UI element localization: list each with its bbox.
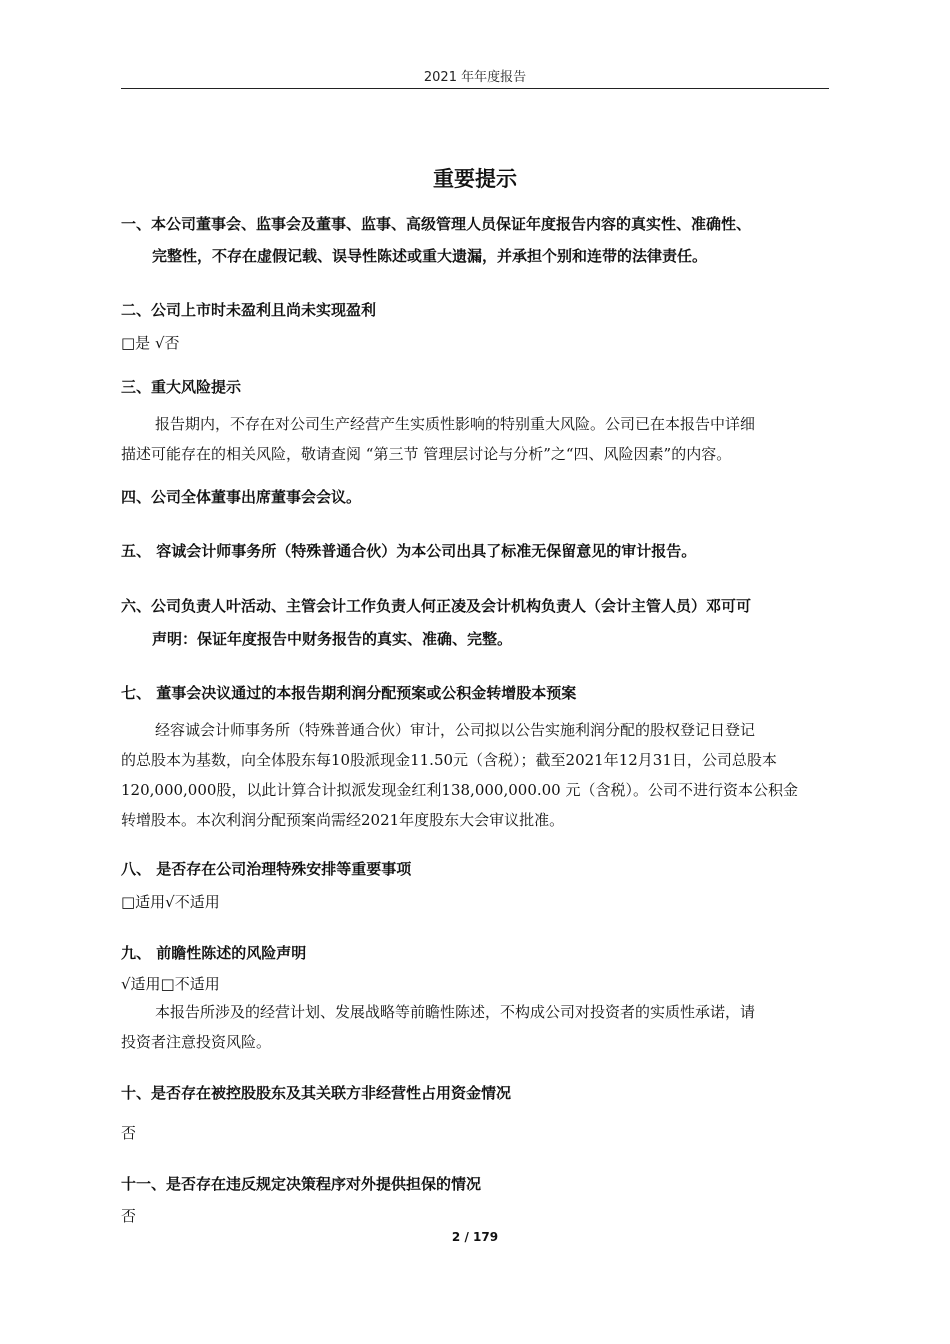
section-2-answer: □是 √否 (121, 334, 180, 352)
page-header: 2021 年年度报告 (423, 70, 527, 85)
section-1-line-2: 完整性，不存在虚假记载、误导性陈述或重大遗漏，并承担个别和连带的法律责任。 (152, 247, 708, 265)
section-7-line-2: 的总股本为基数，向全体股东每10股派现金11.50元（含税）；截至2021年12月31日，公司总股本 (121, 751, 777, 769)
section-1-line-1: 一、本公司董事会、监事会及董事、监事、高级管理人员保证年度报告内容的真实性、准确性、 (121, 215, 752, 233)
section-6-line-1: 六、公司负责人叶活动、主管会计工作负责人何正凌及会计机构负责人（会计主管人员）邓可可 (121, 597, 752, 615)
section-9-line-1: 本报告所涉及的经营计划、发展战略等前瞻性陈述，不构成公司对投资者的实质性承诺，请 (155, 1003, 756, 1021)
section-10-answer: 否 (121, 1124, 137, 1142)
section-8-heading: 八、 是否存在公司治理特殊安排等重要事项 (121, 860, 412, 878)
section-7-line-1: 经容诚会计师事务所（特殊普通合伙）审计，公司拟以公告实施利润分配的股权登记日登记 (155, 721, 756, 739)
section-5-heading: 五、 容诚会计师事务所（特殊普通合伙）为本公司出具了标准无保留意见的审计报告。 (121, 542, 697, 560)
section-9-line-2: 投资者注意投资风险。 (121, 1033, 272, 1051)
section-2-heading: 二、公司上市时未盈利且尚未实现盈利 (121, 301, 377, 319)
section-11-heading: 十一、是否存在违反规定决策程序对外提供担保的情况 (121, 1175, 482, 1193)
header-divider (121, 88, 829, 89)
section-7-line-4: 转增股本。本次利润分配预案尚需经2021年度股东大会审议批准。 (121, 811, 565, 829)
section-3-line-2: 描述可能存在的相关风险，敬请查阅 “第三节 管理层讨论与分析”之“四、风险因素”的内容。 (121, 445, 732, 463)
section-9-heading: 九、 前瞻性陈述的风险声明 (121, 944, 307, 962)
section-4-heading: 四、公司全体董事出席董事会会议。 (121, 488, 362, 506)
section-9-answer: √适用□不适用 (121, 975, 220, 993)
page-number: 2 / 179 (451, 1230, 499, 1244)
section-7-line-3: 120,000,000股，以此计算合计拟派发现金红利138,000,000.00 元（含税）。公司不进行资本公积金 (121, 781, 798, 799)
section-6-line-2: 声明：保证年度报告中财务报告的真实、准确、完整。 (152, 630, 513, 648)
section-11-answer: 否 (121, 1207, 137, 1225)
section-3-line-1: 报告期内，不存在对公司生产经营产生实质性影响的特别重大风险。公司已在本报告中详细 (155, 415, 756, 433)
section-3-heading: 三、重大风险提示 (121, 378, 242, 396)
section-10-heading: 十、是否存在被控股股东及其关联方非经营性占用资金情况 (121, 1084, 512, 1102)
section-8-answer: □适用√不适用 (121, 893, 220, 911)
section-7-heading: 七、 董事会决议通过的本报告期利润分配预案或公积金转增股本预案 (121, 684, 577, 702)
page-title: 重要提示 (433, 167, 517, 191)
